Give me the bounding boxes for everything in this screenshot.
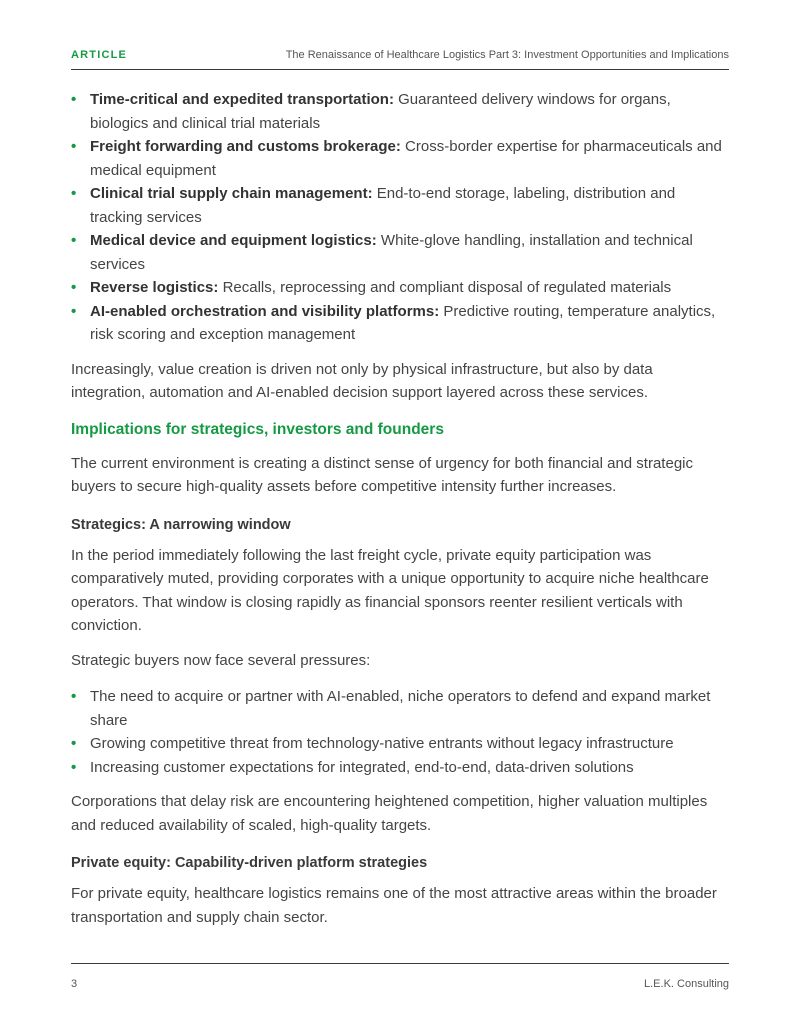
list-item: [71, 756, 726, 780]
paragraph-environment: The current environment is creating a distinct sense of urgency for both financial and strategic buyers to secure high-quality assets before competitive intensity further increases.: [71, 454, 693, 495]
item-description: End-to-end storage, labeling, distribution and tracking services: [90, 185, 676, 226]
footer-brand: L.E.K. Consulting: [644, 978, 729, 990]
bullet-icon: •: [71, 735, 77, 752]
main-content: [71, 88, 726, 929]
page-header: [71, 47, 729, 70]
pressures-list: [71, 685, 726, 779]
item-text: Growing competitive threat from technology-native entrants without legacy infrastructure: [90, 735, 674, 752]
page-number: 3: [71, 978, 78, 990]
bullet-icon: •: [71, 185, 77, 202]
page-footer: [71, 963, 729, 990]
item-text: The need to acquire or partner with AI-enabled, niche operators to defend and expand market share: [90, 688, 711, 729]
list-item: [71, 685, 726, 732]
paragraph-period: In the period immediately following the last freight cycle, private equity participation was comparatively muted, providing corporates with a unique opportunity to acquire niche healthcare operators. That window is closing rapidly as financial sponsors reenter resilient verticals with conviction.: [71, 546, 709, 634]
list-item: [71, 229, 726, 276]
item-description: White-glove handling, installation and technical services: [90, 232, 693, 273]
item-description: Cross-border expertise for pharmaceuticals and medical equipment: [90, 138, 722, 179]
item-term: AI-enabled orchestration and visibility platforms:: [90, 302, 440, 320]
item-term: Time-critical and expedited transportation:: [90, 91, 394, 108]
bullet-icon: •: [71, 138, 77, 155]
item-description: Guaranteed delivery windows for organs, biologics and clinical trial materials: [90, 91, 671, 132]
document-title: The Renaissance of Healthcare Logistics Part 3: Investment Opportunities and Implications: [285, 49, 729, 61]
bullet-icon: •: [71, 758, 77, 776]
bullet-icon: •: [71, 279, 77, 296]
bullet-icon: •: [71, 302, 77, 320]
subheading-strategics: Strategics: A narrowing window: [71, 516, 291, 533]
item-term: Clinical trial supply chain management:: [90, 185, 373, 202]
list-item: [71, 182, 726, 229]
item-term: Freight forwarding and customs brokerage:: [90, 138, 401, 155]
bullet-icon: •: [71, 688, 77, 705]
section-heading: Implications for strategics, investors and founders: [71, 420, 444, 438]
list-item: [71, 300, 726, 347]
paragraph-value-creation: Increasingly, value creation is driven not only by physical infrastructure, but also by data integration, automation and AI-enabled decision support layered across these services.: [71, 360, 653, 401]
article-tag: ARTICLE: [71, 49, 128, 61]
bullet-icon: •: [71, 232, 77, 249]
list-item: [71, 732, 726, 756]
paragraph-pressures: Strategic buyers now face several pressures:: [71, 651, 371, 669]
item-description: Predictive routing, temperature analytics, risk scoring and exception management: [90, 302, 716, 343]
services-list: [71, 88, 726, 347]
list-item: [71, 135, 726, 182]
paragraph-delay: Corporations that delay risk are encountering heightened competition, higher valuation multiples and reduced availability of scaled, high-quality targets.: [71, 793, 708, 834]
subheading-private-equity: Private equity: Capability-driven platform strategies: [71, 855, 428, 871]
item-term: Reverse logistics:: [90, 279, 219, 296]
bullet-icon: •: [71, 91, 77, 108]
item-term: Medical device and equipment logistics:: [90, 232, 377, 249]
item-description: Recalls, reprocessing and compliant disposal of regulated materials: [218, 279, 672, 296]
list-item: [71, 88, 726, 135]
list-item: [71, 276, 726, 300]
item-text: Increasing customer expectations for integrated, end-to-end, data-driven solutions: [90, 758, 634, 776]
paragraph-private-equity: For private equity, healthcare logistics remains one of the most attractive areas within the broader transportation and supply chain sector.: [71, 885, 717, 926]
